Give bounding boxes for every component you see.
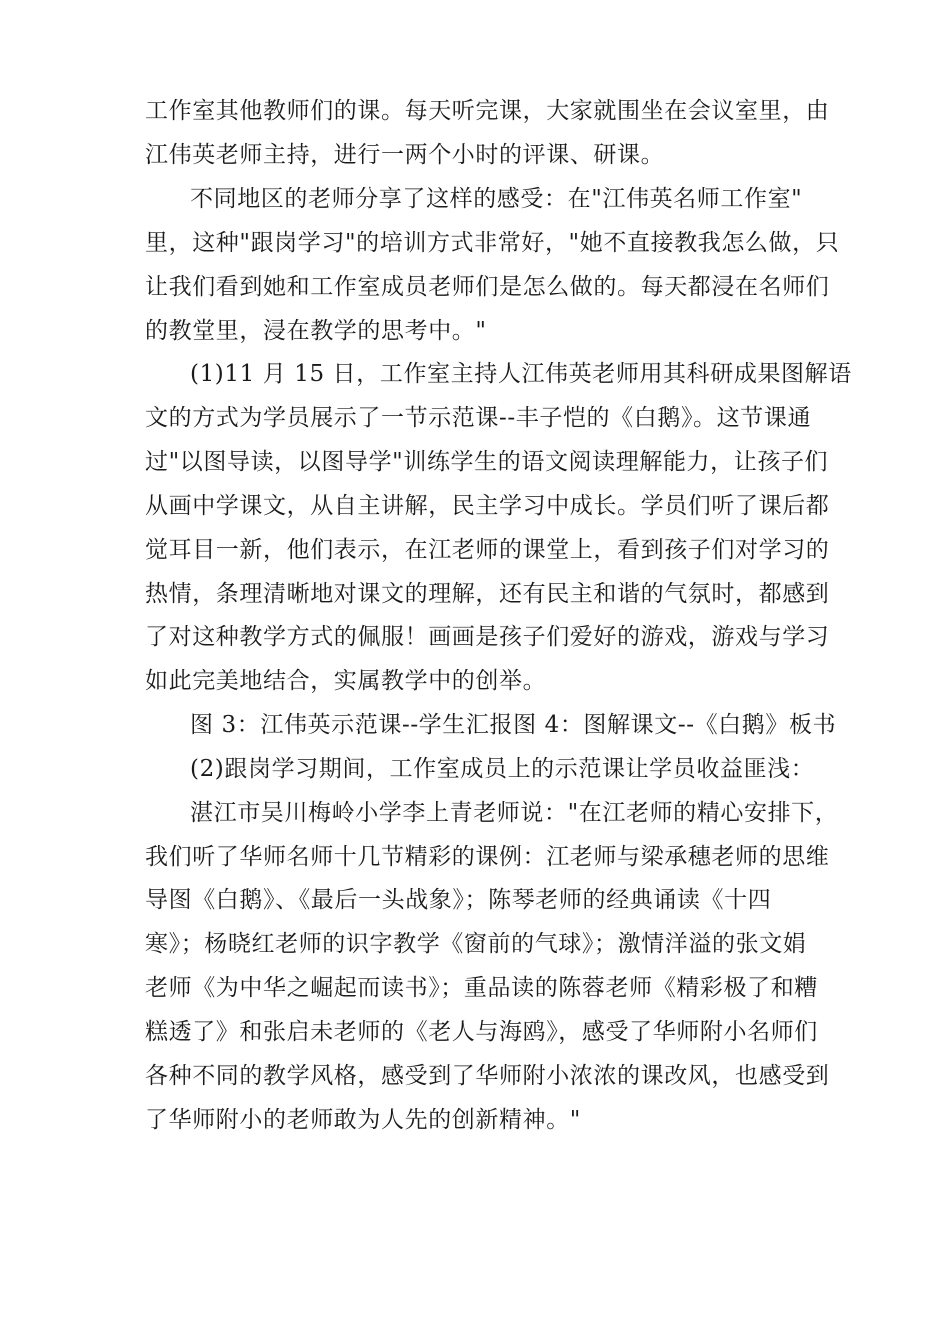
text-line: 的教堂里，浸在教学的思考中。" bbox=[145, 318, 487, 344]
text-line: 各种不同的教学风格，感受到了华师附小浓浓的课改风，也感受到 bbox=[145, 1063, 830, 1089]
text-line: 如此完美地结合，实属教学中的创举。 bbox=[145, 668, 547, 694]
text-line: (1)11 月 15 日，工作室主持人江伟英老师用其科研成果图解语 bbox=[190, 361, 852, 387]
text-line: 糕透了》和张启未老师的《老人与海鸥》，感受了华师附小名师们 bbox=[145, 1019, 818, 1045]
figure-caption: 图 3：江伟英示范课--学生汇报图 4：图解课文--《白鹅》板书 bbox=[190, 712, 837, 738]
text-line: 不同地区的老师分享了这样的感受：在"江伟英名师工作室" bbox=[190, 186, 803, 212]
text-line: 工作室其他教师们的课。每天听完课，大家就围坐在会议室里，由 bbox=[145, 98, 830, 124]
text-line: 导图《白鹅》、《最后一头战象》；陈琴老师的经典诵读《十四 bbox=[145, 887, 772, 913]
text-line: 寒》；杨晓红老师的识字教学《窗前的气球》；激情洋溢的张文娟 bbox=[145, 931, 807, 957]
text-line: 湛江市吴川梅岭小学李上青老师说："在江老师的精心安排下， bbox=[190, 800, 839, 826]
text-line: 让我们看到她和工作室成员老师们是怎么做的。每天都浸在名师们 bbox=[145, 274, 830, 300]
text-line: 从画中学课文，从自主讲解，民主学习中成长。学员们听了课后都 bbox=[145, 493, 830, 519]
text-line: 里，这种"跟岗学习"的培训方式非常好，"她不直接教我怎么做，只 bbox=[145, 230, 840, 256]
text-line: 热情，条理清晰地对课文的理解，还有民主和谐的气氛时，都感到 bbox=[145, 581, 830, 607]
text-line: 文的方式为学员展示了一节示范课--丰子恺的《白鹅》。这节课通 bbox=[145, 405, 812, 431]
text-line: 我们听了华师名师十几节精彩的课例：江老师与梁承穗老师的思维 bbox=[145, 844, 830, 870]
text-line: 过"以图导读，以图导学"训练学生的语文阅读理解能力，让孩子们 bbox=[145, 449, 829, 475]
text-line: 了对这种教学方式的佩服！画画是孩子们爱好的游戏，游戏与学习 bbox=[145, 624, 830, 650]
text-line: 觉耳目一新，他们表示，在江老师的课堂上，看到孩子们对学习的 bbox=[145, 537, 830, 563]
text-line: 老师《为中华之崛起而读书》；重品读的陈蓉老师《精彩极了和糟 bbox=[145, 975, 818, 1001]
text-line: 江伟英老师主持，进行一两个小时的评课、研课。 bbox=[145, 142, 665, 168]
text-line: (2)跟岗学习期间，工作室成员上的示范课让学员收益匪浅： bbox=[190, 756, 815, 782]
text-line: 了华师附小的老师敢为人先的创新精神。" bbox=[145, 1107, 581, 1133]
